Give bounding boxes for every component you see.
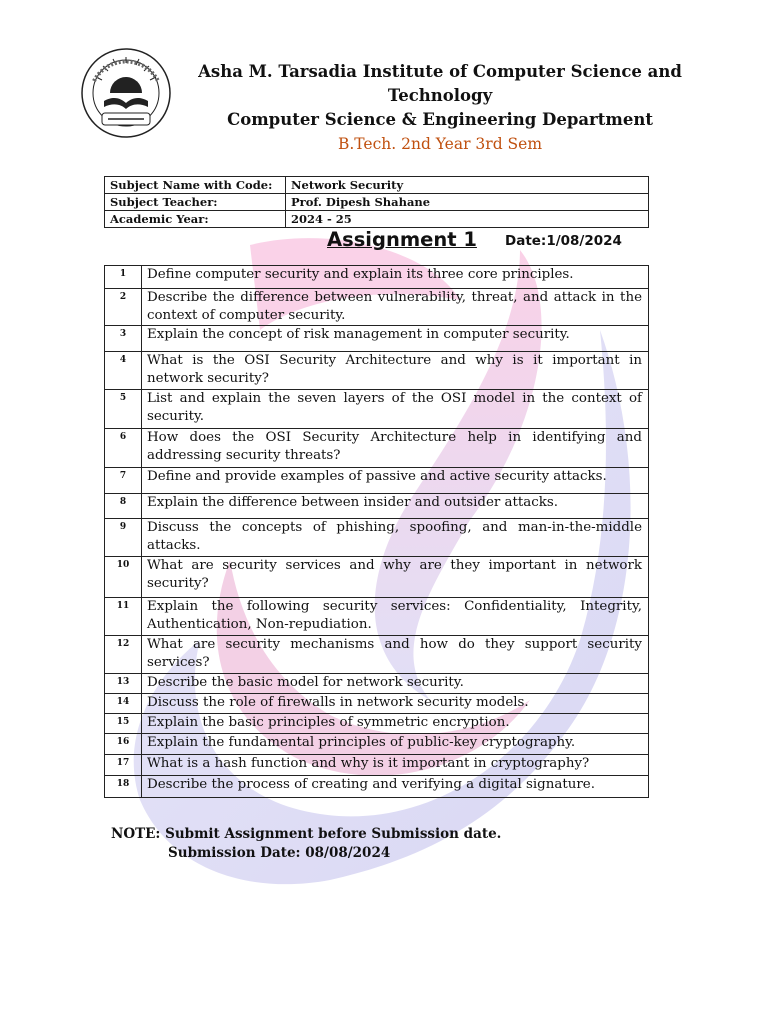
subject-info-table	[104, 176, 649, 228]
info-key: Academic Year:	[105, 211, 286, 228]
submission-date: Submission Date: 08/08/2024	[168, 845, 391, 861]
question-number: 8	[105, 494, 142, 519]
info-value: 2024 - 25	[286, 211, 649, 228]
question-number: 16	[105, 734, 142, 755]
question-text: Describe the basic model for network security.	[142, 674, 649, 694]
question-number: 14	[105, 694, 142, 714]
question-row	[105, 598, 649, 636]
question-text: Describe the difference between vulnerability, threat, and attack in the context of computer security.	[142, 289, 649, 326]
question-text: What is the OSI Security Architecture and why is it important in network security?	[142, 352, 649, 390]
question-row	[105, 494, 649, 519]
question-text: What is a hash function and why is it important in cryptography?	[142, 755, 649, 776]
institute-logo	[80, 47, 172, 139]
question-row	[105, 694, 649, 714]
question-number: 1	[105, 266, 142, 289]
question-number: 7	[105, 468, 142, 494]
semester-label: B.Tech. 2nd Year 3rd Sem	[337, 135, 543, 153]
question-number: 5	[105, 390, 142, 429]
question-number: 11	[105, 598, 142, 636]
question-number: 3	[105, 326, 142, 352]
question-text: What are security mechanisms and how do they support security services?	[142, 636, 649, 674]
question-number: 2	[105, 289, 142, 326]
institute-name: Asha M. Tarsadia Institute of Computer Science and Technology	[198, 62, 682, 105]
info-value: Network Security	[286, 177, 649, 194]
question-row	[105, 674, 649, 694]
assignment-title: Assignment 1	[327, 228, 477, 251]
question-row	[105, 755, 649, 776]
question-row	[105, 390, 649, 429]
question-number: 15	[105, 714, 142, 734]
question-number: 10	[105, 557, 142, 598]
question-text: What are security services and why are they important in network security?	[142, 557, 649, 598]
department-name: Computer Science & Engineering Department	[227, 110, 653, 129]
question-row	[105, 352, 649, 390]
question-number: 6	[105, 429, 142, 468]
questions-table	[104, 265, 649, 798]
assignment-date: Date:1/08/2024	[505, 233, 622, 249]
question-text: Explain the difference between insider and outsider attacks.	[142, 494, 649, 519]
question-text: Explain the fundamental principles of public-key cryptography.	[142, 734, 649, 755]
question-row	[105, 557, 649, 598]
question-row	[105, 289, 649, 326]
question-number: 12	[105, 636, 142, 674]
info-row	[105, 194, 649, 211]
question-row	[105, 636, 649, 674]
question-text: Discuss the concepts of phishing, spoofing, and man-in-the-middle attacks.	[142, 519, 649, 557]
document-header	[170, 60, 710, 156]
question-text: Explain the concept of risk management in computer security.	[142, 326, 649, 352]
info-row	[105, 177, 649, 194]
question-row	[105, 776, 649, 798]
question-row	[105, 266, 649, 289]
question-text: Define and provide examples of passive and active security attacks.	[142, 468, 649, 494]
question-number: 18	[105, 776, 142, 798]
question-row	[105, 429, 649, 468]
question-row	[105, 714, 649, 734]
question-row	[105, 326, 649, 352]
question-text: How does the OSI Security Architecture help in identifying and addressing security threats?	[142, 429, 649, 468]
question-text: Explain the following security services: Confidentiality, Integrity, Authentication, Non-repudiation.	[142, 598, 649, 636]
question-number: 9	[105, 519, 142, 557]
info-row	[105, 211, 649, 228]
submission-note: NOTE: Submit Assignment before Submission date.	[111, 826, 502, 842]
question-text: Describe the process of creating and verifying a digital signature.	[142, 776, 649, 798]
info-value: Prof. Dipesh Shahane	[286, 194, 649, 211]
question-row	[105, 468, 649, 494]
question-text: List and explain the seven layers of the OSI model in the context of security.	[142, 390, 649, 429]
question-number: 17	[105, 755, 142, 776]
info-key: Subject Name with Code:	[105, 177, 286, 194]
question-number: 4	[105, 352, 142, 390]
info-key: Subject Teacher:	[105, 194, 286, 211]
question-row	[105, 734, 649, 755]
question-text: Define computer security and explain its three core principles.	[142, 266, 649, 289]
question-text: Discuss the role of firewalls in network security models.	[142, 694, 649, 714]
question-number: 13	[105, 674, 142, 694]
question-text: Explain the basic principles of symmetric encryption.	[142, 714, 649, 734]
question-row	[105, 519, 649, 557]
